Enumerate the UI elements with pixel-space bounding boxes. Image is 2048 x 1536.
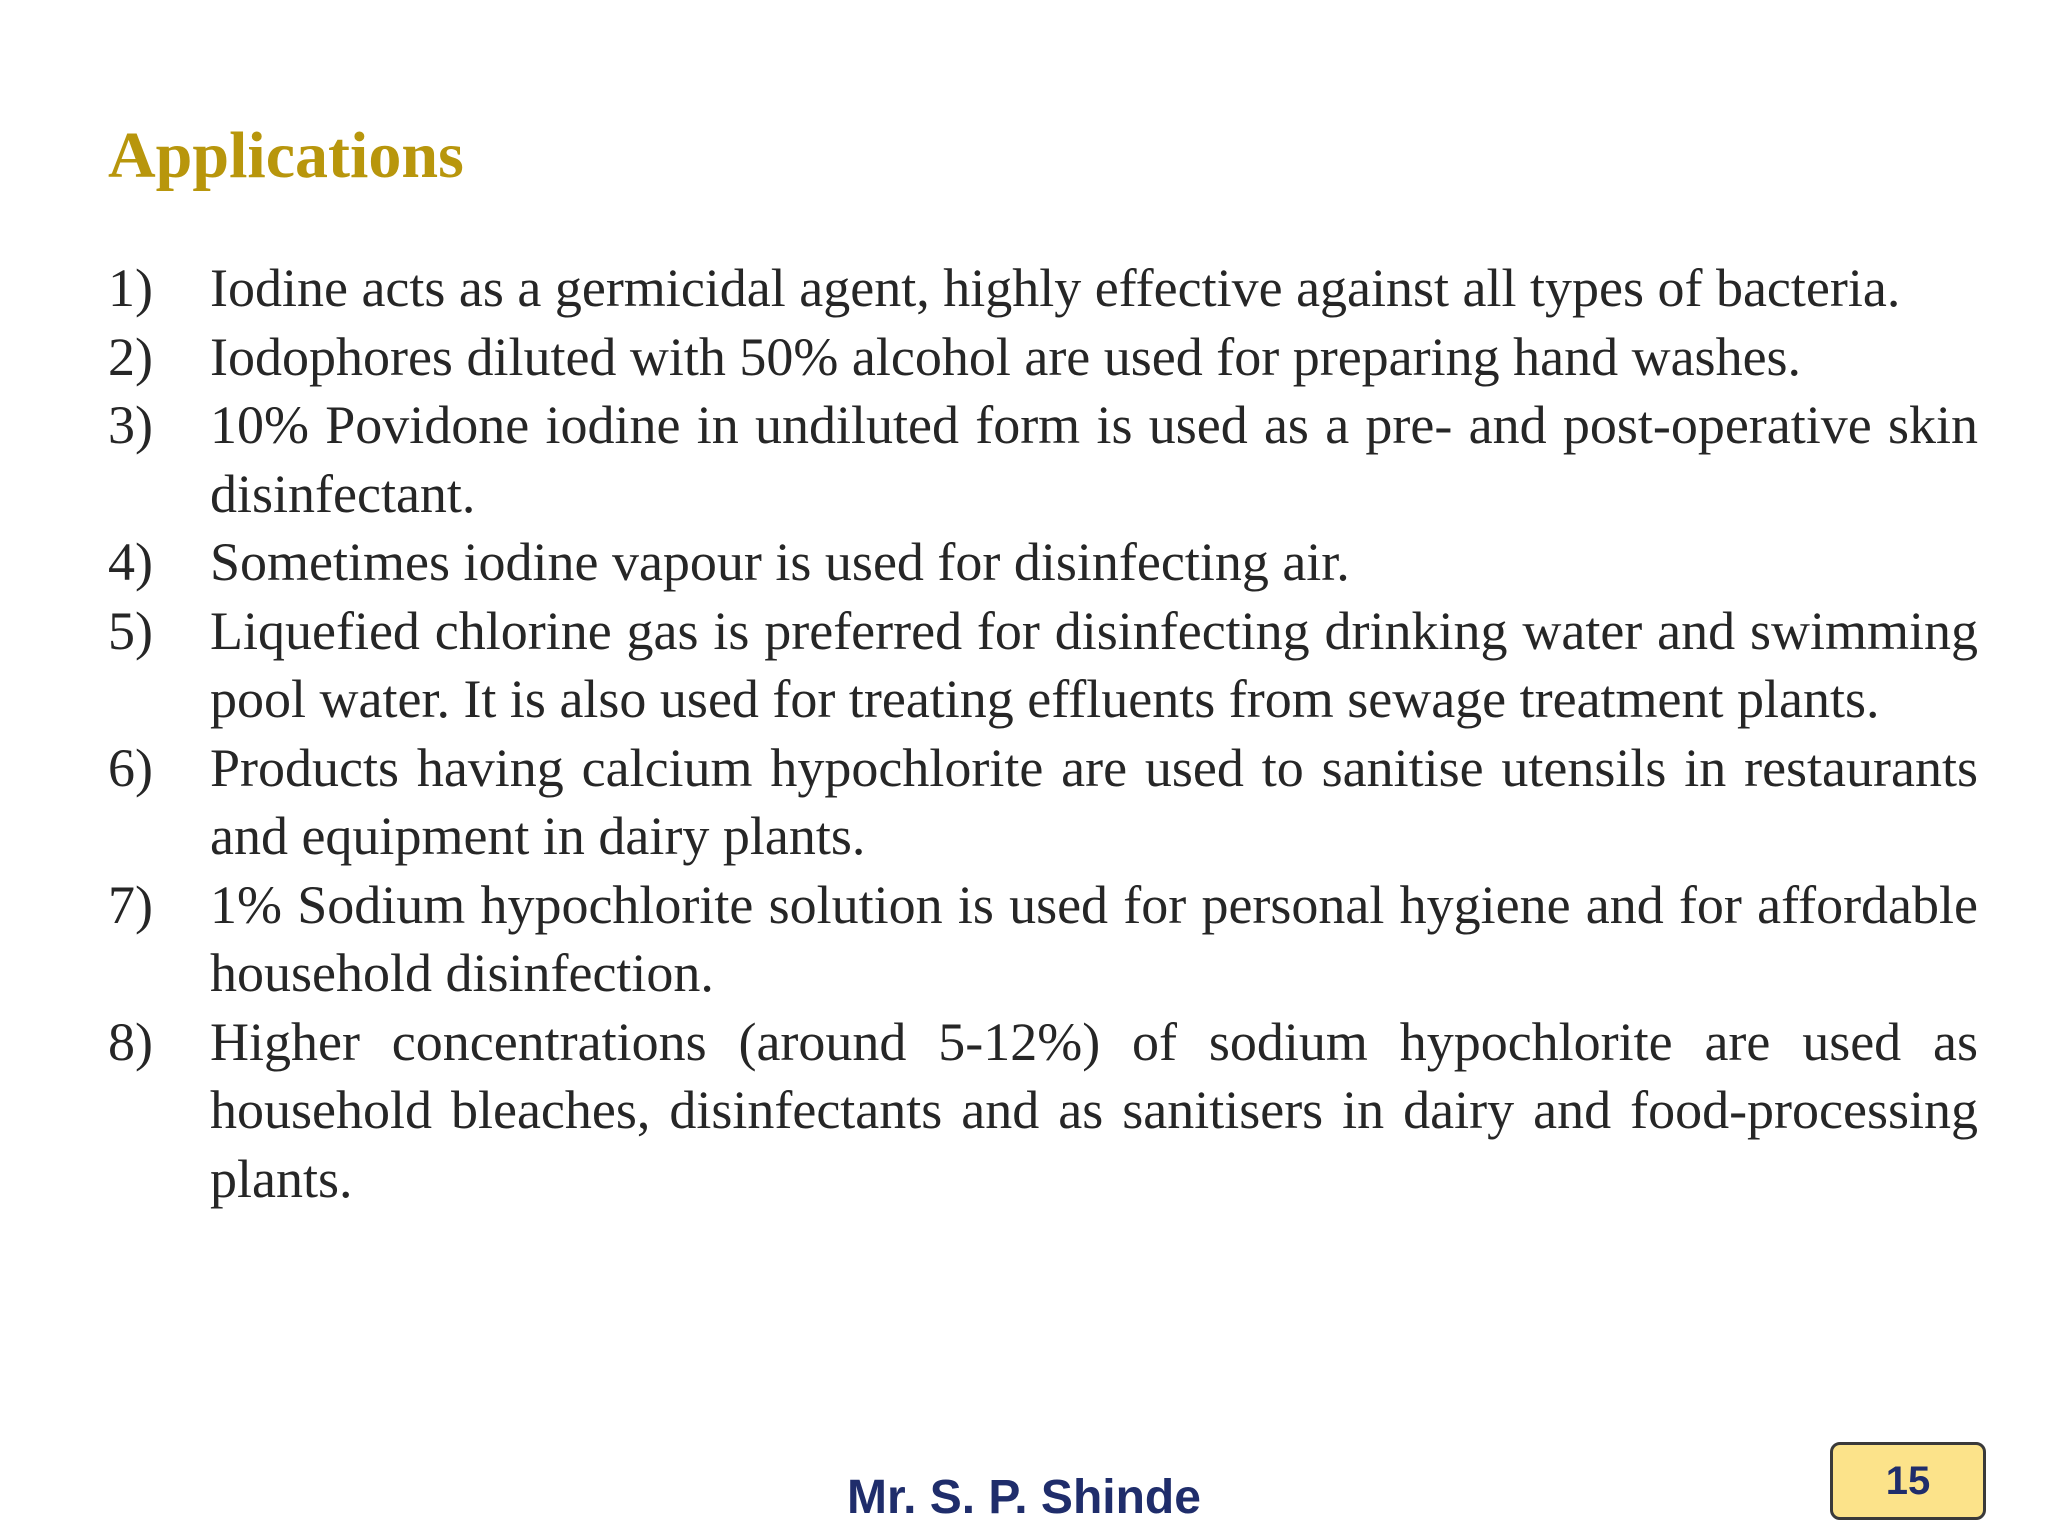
list-item-text: Higher concentrations (around 5-12%) of sodium hypochlorite are used as household bleaches, disinfectants and as sanitisers in dairy and food-processing plants. xyxy=(210,1011,1978,1209)
list-item xyxy=(108,597,1978,734)
list-item-number: 2) xyxy=(108,326,153,387)
slide-title: Applications xyxy=(108,119,464,192)
list-item-text: 10% Povidone iodine in undiluted form is used as a pre- and post-operative skin disinfectant. xyxy=(210,395,1978,524)
list-item-text: Liquefied chlorine gas is preferred for disinfecting drinking water and swimming pool water. It is also used for treating effluents from sewage treatment plants. xyxy=(210,600,1978,729)
list-item xyxy=(108,734,1978,871)
page-number-badge: 15 xyxy=(1830,1442,1986,1520)
list-item-number: 1) xyxy=(108,258,153,318)
list-item-number: 7) xyxy=(108,874,153,935)
list-item xyxy=(108,254,1978,323)
list-item-text: 1% Sodium hypochlorite solution is used for personal hygiene and for affordable household disinfection. xyxy=(210,874,1978,1003)
list-item-number: 6) xyxy=(108,737,153,798)
applications-list xyxy=(108,254,1978,1213)
list-item xyxy=(108,528,1978,597)
list-item-number: 8) xyxy=(108,1011,153,1072)
list-item-number: 4) xyxy=(108,532,153,592)
list-item-number: 3) xyxy=(108,395,153,455)
list-item xyxy=(108,871,1978,1008)
list-item xyxy=(108,323,1978,392)
list-item xyxy=(108,391,1978,528)
list-item-text: Sometimes iodine vapour is used for disinfecting air. xyxy=(210,532,1350,592)
list-item-text: Iodophores diluted with 50% alcohol are used for preparing hand washes. xyxy=(210,326,1802,387)
list-item-number: 5) xyxy=(108,600,153,661)
list-item-text: Iodine acts as a germicidal agent, highly effective against all types of bacteria. xyxy=(210,258,1901,318)
list-item-text: Products having calcium hypochlorite are used to sanitise utensils in restaurants and equipment in dairy plants. xyxy=(210,737,1978,866)
footer-author: Mr. S. P. Shinde xyxy=(847,1471,1201,1524)
list-item xyxy=(108,1008,1978,1214)
